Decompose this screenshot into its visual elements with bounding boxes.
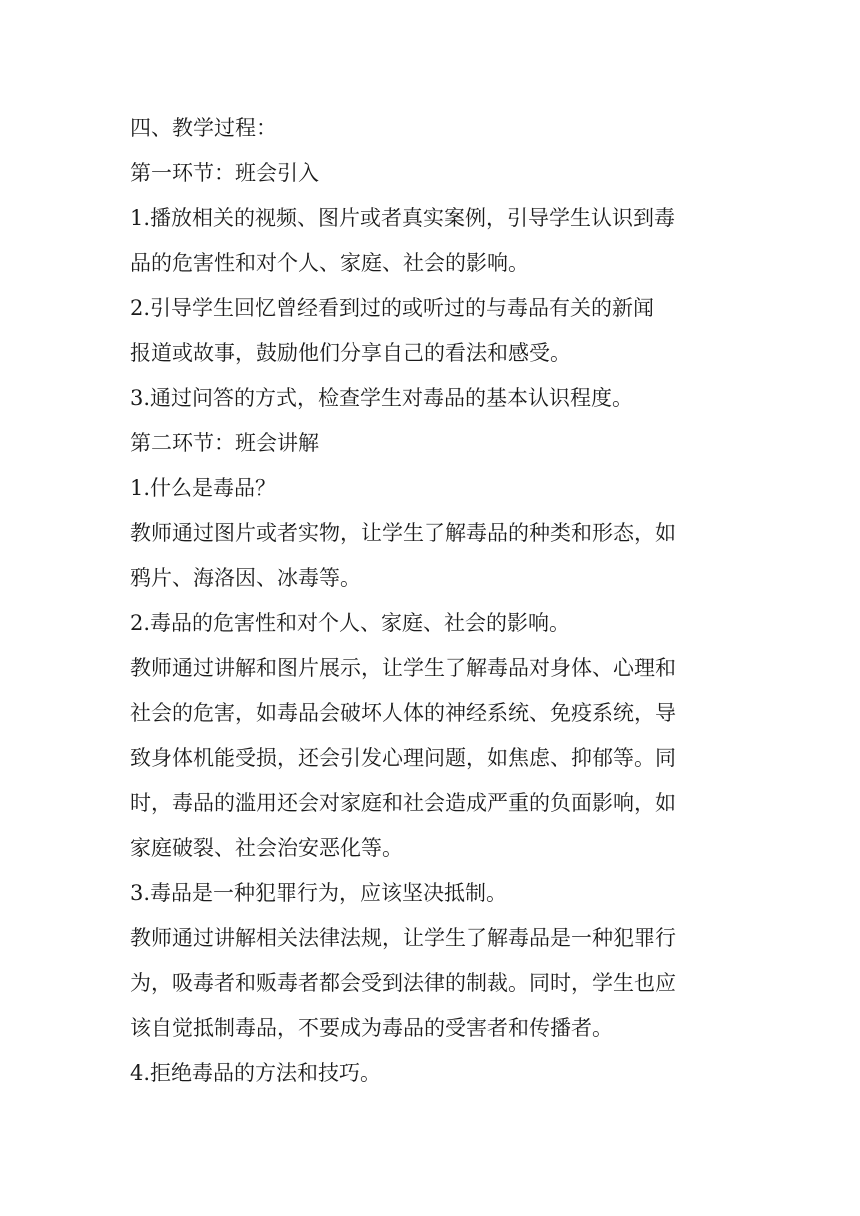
subsection-heading: 第二环节：班会讲解 xyxy=(130,431,319,455)
text-line: 4.拒绝毒品的方法和技巧。 xyxy=(130,1061,382,1085)
document-body xyxy=(130,106,730,1096)
text-line: 品的危害性和对个人、家庭、社会的影响。 xyxy=(130,251,529,275)
text-line: 时，毒品的滥用还会对家庭和社会造成严重的负面影响，如 xyxy=(130,791,676,815)
text-line: 1.播放相关的视频、图片或者真实案例，引导学生认识到毒 xyxy=(130,206,676,230)
text-line: 3.通过问答的方式，检查学生对毒品的基本认识程度。 xyxy=(130,386,634,410)
text-line: 1.什么是毒品？ xyxy=(130,476,277,500)
text-line: 2.毒品的危害性和对个人、家庭、社会的影响。 xyxy=(130,611,571,635)
text-line: 社会的危害，如毒品会破坏人体的神经系统、免疫系统，导 xyxy=(130,701,676,725)
subsection-heading: 第一环节：班会引入 xyxy=(130,161,319,185)
text-line: 为，吸毒者和贩毒者都会受到法律的制裁。同时，学生也应 xyxy=(130,971,676,995)
text-line: 报道或故事，鼓励他们分享自己的看法和感受。 xyxy=(130,341,571,365)
text-line: 该自觉抵制毒品，不要成为毒品的受害者和传播者。 xyxy=(130,1016,613,1040)
text-line: 教师通过图片或者实物，让学生了解毒品的种类和形态，如 xyxy=(130,521,676,545)
section-heading: 四、教学过程： xyxy=(130,116,277,140)
text-line: 鸦片、海洛因、冰毒等。 xyxy=(130,566,361,590)
text-line: 家庭破裂、社会治安恶化等。 xyxy=(130,836,403,860)
text-line: 教师通过讲解相关法律法规，让学生了解毒品是一种犯罪行 xyxy=(130,926,676,950)
text-line: 2.引导学生回忆曾经看到过的或听过的与毒品有关的新闻 xyxy=(130,296,655,320)
text-line: 3.毒品是一种犯罪行为，应该坚决抵制。 xyxy=(130,881,508,905)
text-line: 教师通过讲解和图片展示，让学生了解毒品对身体、心理和 xyxy=(130,656,676,680)
text-line: 致身体机能受损，还会引发心理问题，如焦虑、抑郁等。同 xyxy=(130,746,676,770)
